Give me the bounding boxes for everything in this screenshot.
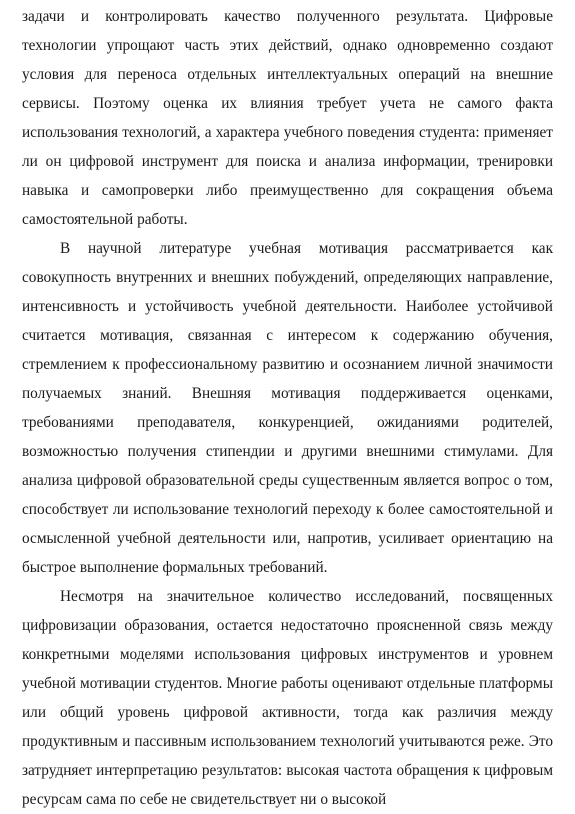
paragraph-continuation: задачи и контролировать качество полученного результата. Цифровые технологии упрощают часть этих действий, однако одновременно создают условия для переноса отдельных интеллектуальных операций на внешние сервисы. Поэтому оценка их влияния требует учета не самого факта использования технологий, а характера учебного поведения студента: применяет ли он цифровой инструмент для поиска и анализа информации, тренировки навыка и самопроверки либо преимущественно для сокращения объема самостоятельной работы. — [22, 8, 553, 228]
paragraph-motivation: В научной литературе учебная мотивация рассматривается как совокупность внутренних и внешних побуждений, определяющих направление, интенсивность и устойчивость учебной деятельности. Наиболее устойчивой считается мотивация, связанная с интересом к содержанию обучения, стремлением к профессиональному развитию и осознанием личной значимости получаемых знаний. Внешняя мотивация поддерживается оценками, требованиями преподавателя, конкуренцией, ожиданиями родителей, возможностью получения стипендии и другими внешними стимулами. Для анализа цифровой образовательной среды существенным является вопрос о том, способствует ли использование технологий переходу к более самостоятельной и осмысленной учебной деятельности или, напротив, усиливает ориентацию на быстрое выполнение формальных требований. — [22, 240, 553, 576]
paragraph-research-gap: Несмотря на значительное количество исследований, посвященных цифровизации образования, остается недостаточно проясненной связь между конкретными моделями использования цифровых инструментов и уровнем учебной мотивации студентов. Многие работы оценивают отдельные платформы или общий уровень цифровой активности, тогда как различия между продуктивным и пассивным использованием технологий учитываются реже. Это затрудняет интерпретацию результатов: высокая частота обращения к цифровым ресурсам сама по себе не свидетельствует ни о высокой — [22, 588, 553, 808]
